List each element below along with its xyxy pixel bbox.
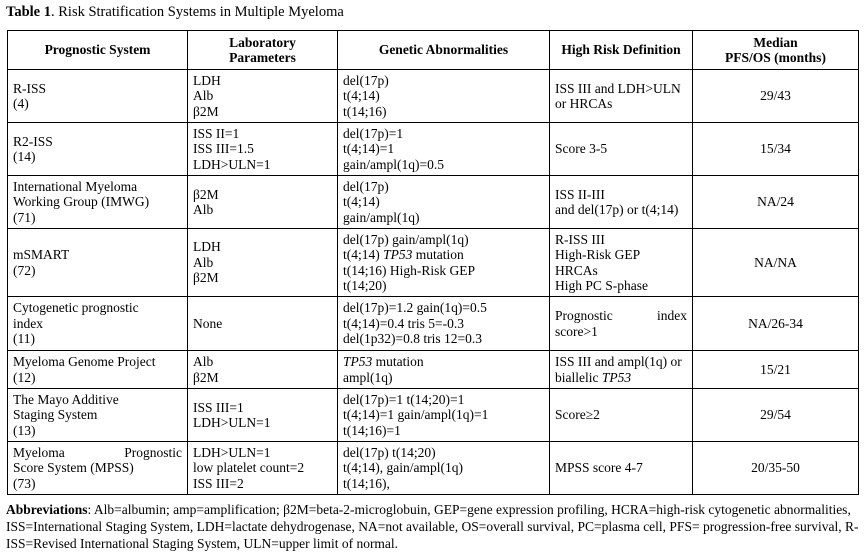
abbreviations-note: [6, 501, 860, 552]
abbreviations-text: : Alb=albumin; amp=amplification; β2M=beta-2-microglobuin, GEP=gene expression profiling, HCRA=high-risk cytogenetic abnormalities, ISS=International Staging System, LDH=lactate dehydrogenase, NA=not available, OS=overall survival, PC=plasma cell, PFS= progression-free survival, R-ISS=Revised International Staging System, ULN=upper limit of normal.: [6, 502, 859, 551]
cell-laboratory-parameters: β2M Alb: [188, 176, 338, 229]
cell-high-risk-definition: ISS II-III and del(17p) or t(4;14): [550, 176, 693, 229]
cell-high-risk-definition: Score 3-5: [550, 123, 693, 176]
cell-prognostic-system: International Myeloma Working Group (IMWG) (71): [8, 176, 188, 229]
cell-median-pfs-os: NA/26-34: [693, 297, 859, 351]
cell-laboratory-parameters: ISS III=1 LDH>ULN=1: [188, 389, 338, 442]
cell-genetic-abnormalities: del(17p) gain/ampl(1q) t(4;14) TP53 mutation t(14;16) High-Risk GEP t(14;20): [338, 229, 550, 297]
cell-laboratory-parameters: Alb β2M: [188, 351, 338, 389]
cell-median-pfs-os: NA/24: [693, 176, 859, 229]
cell-prognostic-system: The Mayo Additive Staging System (13): [8, 389, 188, 442]
cell-median-pfs-os: 20/35-50: [693, 442, 859, 495]
abbreviations-label: Abbreviations: [6, 502, 88, 517]
cell-high-risk-definition: ISS III and LDH>ULN or HRCAs: [550, 70, 693, 123]
cell-laboratory-parameters: ISS II=1 ISS III=1.5 LDH>ULN=1: [188, 123, 338, 176]
cell-genetic-abnormalities: TP53 mutation ampl(1q): [338, 351, 550, 389]
cell-laboratory-parameters: LDH>ULN=1 low platelet count=2 ISS III=2: [188, 442, 338, 495]
table-row: [8, 351, 859, 389]
table-row: [8, 229, 859, 297]
table-body: [8, 70, 859, 495]
cell-prognostic-system: R-ISS (4): [8, 70, 188, 123]
table-row: [8, 176, 859, 229]
cell-genetic-abnormalities: del(17p) t(4;14) t(14;16): [338, 70, 550, 123]
cell-laboratory-parameters: LDH Alb β2M: [188, 70, 338, 123]
cell-prognostic-system: Cytogenetic prognostic index (11): [8, 297, 188, 351]
header-genetic-abnormalities: Genetic Abnormalities: [338, 31, 550, 70]
caption-text: . Risk Stratification Systems in Multiple Myeloma: [51, 4, 344, 20]
header-row: [8, 31, 859, 70]
cell-high-risk-definition: Score≥2: [550, 389, 693, 442]
header-median-pfs-os: Median PFS/OS (months): [693, 31, 859, 70]
table-row: [8, 442, 859, 495]
cell-high-risk-definition: R-ISS III High-Risk GEP HRCAs High PC S-phase: [550, 229, 693, 297]
cell-median-pfs-os: 29/43: [693, 70, 859, 123]
cell-prognostic-system: mSMART (72): [8, 229, 188, 297]
table-row: [8, 123, 859, 176]
cell-median-pfs-os: 29/54: [693, 389, 859, 442]
cell-high-risk-definition: Prognostic index score>1: [550, 297, 693, 351]
cell-prognostic-system: R2-ISS (14): [8, 123, 188, 176]
cell-high-risk-definition: ISS III and ampl(1q) or biallelic TP53: [550, 351, 693, 389]
cell-genetic-abnormalities: del(17p)=1 t(14;20)=1 t(4;14)=1 gain/ampl(1q)=1 t(14;16)=1: [338, 389, 550, 442]
caption-label: Table 1: [6, 4, 51, 20]
cell-prognostic-system: Myeloma Prognostic Score System (MPSS) (73): [8, 442, 188, 495]
header-prognostic-system: Prognostic System: [8, 31, 188, 70]
cell-prognostic-system: Myeloma Genome Project (12): [8, 351, 188, 389]
cell-genetic-abnormalities: del(17p)=1 t(4;14)=1 gain/ampl(1q)=0.5: [338, 123, 550, 176]
cell-genetic-abnormalities: del(17p)=1.2 gain(1q)=0.5 t(4;14)=0.4 tris 5=-0.3 del(1p32)=0.8 tris 12=0.3: [338, 297, 550, 351]
cell-median-pfs-os: 15/21: [693, 351, 859, 389]
table-row: [8, 70, 859, 123]
header-high-risk-definition: High Risk Definition: [550, 31, 693, 70]
table-row: [8, 297, 859, 351]
cell-laboratory-parameters: None: [188, 297, 338, 351]
cell-laboratory-parameters: LDH Alb β2M: [188, 229, 338, 297]
table-row: [8, 389, 859, 442]
header-laboratory-parameters: Laboratory Parameters: [188, 31, 338, 70]
cell-high-risk-definition: MPSS score 4-7: [550, 442, 693, 495]
cell-genetic-abnormalities: del(17p) t(4;14) gain/ampl(1q): [338, 176, 550, 229]
cell-median-pfs-os: NA/NA: [693, 229, 859, 297]
table-caption: [6, 4, 344, 21]
cell-median-pfs-os: 15/34: [693, 123, 859, 176]
risk-stratification-table: [7, 30, 859, 495]
cell-genetic-abnormalities: del(17p) t(14;20) t(4;14), gain/ampl(1q) t(14;16),: [338, 442, 550, 495]
